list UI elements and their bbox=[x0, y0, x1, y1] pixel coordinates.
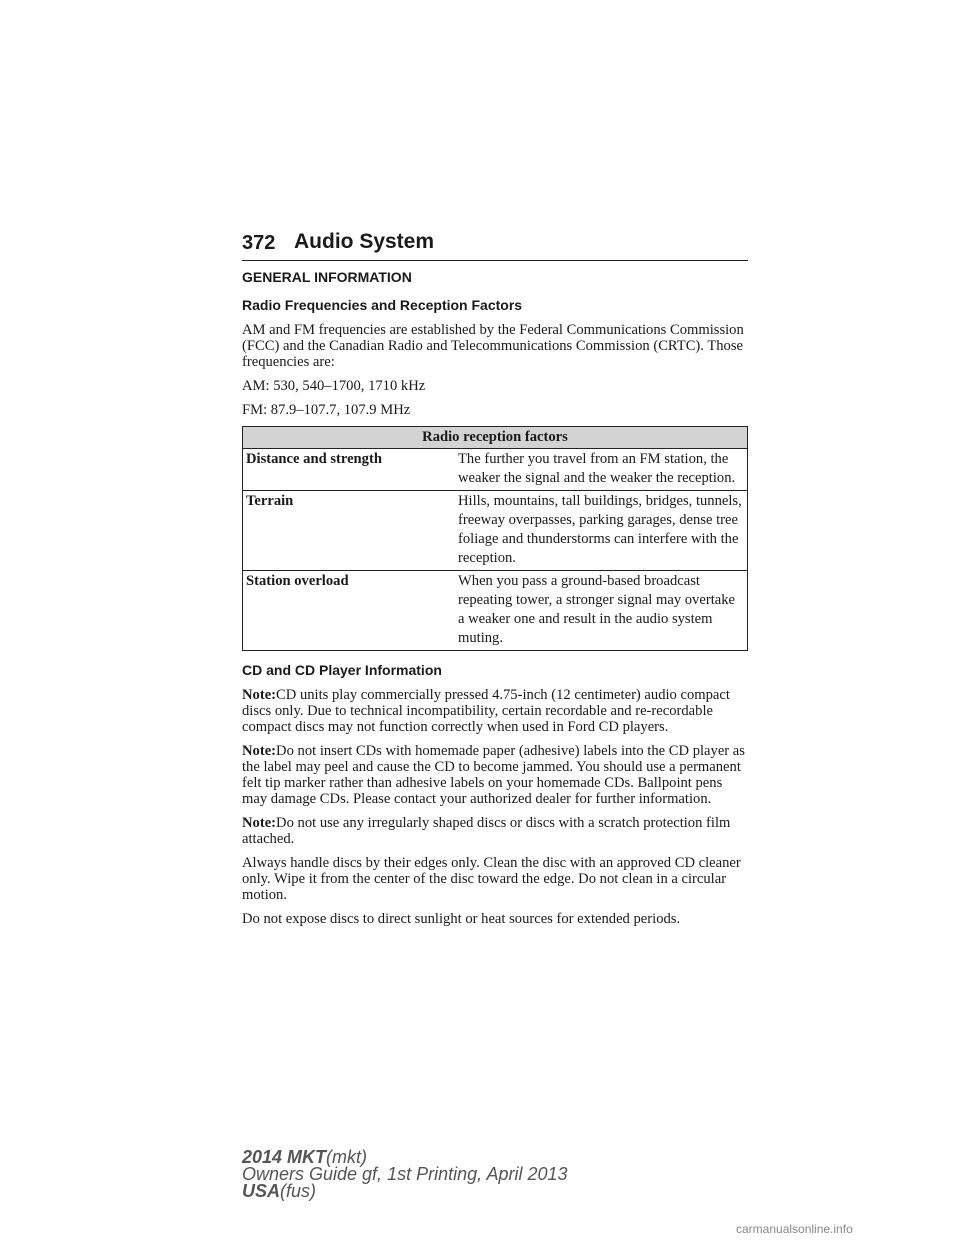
note-paragraph bbox=[242, 743, 748, 807]
reception-factors-table bbox=[242, 426, 748, 651]
print-footer bbox=[242, 1149, 568, 1200]
note-label: Note: bbox=[242, 743, 277, 759]
am-frequencies: AM: 530, 540–1700, 1710 kHz bbox=[242, 378, 426, 394]
subsection-cd-title: CD and CD Player Information bbox=[242, 662, 442, 678]
table-row bbox=[243, 571, 748, 651]
footer-market-code: (fus) bbox=[280, 1181, 317, 1201]
page-header bbox=[242, 228, 748, 261]
description-cell: When you pass a ground-based broadcast repeating tower, a stronger signal may overtake a weaker one and result in the audio system muting. bbox=[452, 571, 748, 651]
watermark: carmanualsonline.info bbox=[736, 1222, 853, 1236]
note-paragraph bbox=[242, 815, 748, 847]
note-text: CD units play commercially pressed 4.75-inch (12 centimeter) audio compact discs only. Due to technical incompatibility, certain recordable and re-recordable compact discs may not function correctly when used in Ford CD players. bbox=[242, 687, 730, 735]
intro-paragraph: AM and FM frequencies are established by the Federal Communications Commission (FCC) and the Canadian Radio and Telecommunications Commission (CRTC). Those frequencies are: bbox=[242, 322, 744, 370]
footer-line-2: Owners Guide gf, 1st Printing, April 2013 bbox=[242, 1164, 568, 1184]
footer-market: USA bbox=[242, 1181, 281, 1201]
footer-model: 2014 MKT bbox=[242, 1147, 327, 1167]
fm-frequencies: FM: 87.9–107.7, 107.9 MHz bbox=[242, 402, 411, 418]
note-paragraph bbox=[242, 687, 748, 735]
factor-cell: Station overload bbox=[243, 571, 453, 651]
handling-paragraph: Always handle discs by their edges only. Clean the disc with an approved CD cleaner only. Wipe it from the center of the disc toward the edge. Do not clean in a circular motion. bbox=[242, 855, 741, 903]
note-text: Do not insert CDs with homemade paper (adhesive) labels into the CD player as the label may peel and cause the CD to become jammed. You should use a permanent felt tip marker rather than adhesive labels on your homemade CDs. Ballpoint pens may damage CDs. Please contact your authorized dealer for further information. bbox=[242, 743, 745, 807]
factor-cell: Distance and strength bbox=[243, 449, 453, 491]
chapter-title: Audio System bbox=[294, 230, 435, 253]
note-text: Do not use any irregularly shaped discs or discs with a scratch protection film attached. bbox=[242, 815, 731, 847]
description-cell: The further you travel from an FM station, the weaker the signal and the weaker the reception. bbox=[452, 449, 748, 491]
table-row bbox=[243, 449, 748, 491]
page-content bbox=[242, 268, 748, 935]
subsection-radio-title: Radio Frequencies and Reception Factors bbox=[242, 297, 523, 313]
table-title: Radio reception factors bbox=[243, 427, 748, 449]
note-label: Note: bbox=[242, 815, 277, 831]
section-title: GENERAL INFORMATION bbox=[242, 269, 412, 285]
footer-model-code: (mkt) bbox=[326, 1147, 368, 1167]
footer-line-3 bbox=[242, 1183, 568, 1200]
page-number: 372 bbox=[242, 232, 276, 254]
note-label: Note: bbox=[242, 687, 277, 703]
factor-cell: Terrain bbox=[243, 491, 453, 571]
table-row bbox=[243, 491, 748, 571]
description-cell: Hills, mountains, tall buildings, bridges, tunnels, freeway overpasses, parking garages, dense tree foliage and thunderstorms can interfere with the reception. bbox=[452, 491, 748, 571]
exposure-paragraph: Do not expose discs to direct sunlight or heat sources for extended periods. bbox=[242, 911, 681, 927]
